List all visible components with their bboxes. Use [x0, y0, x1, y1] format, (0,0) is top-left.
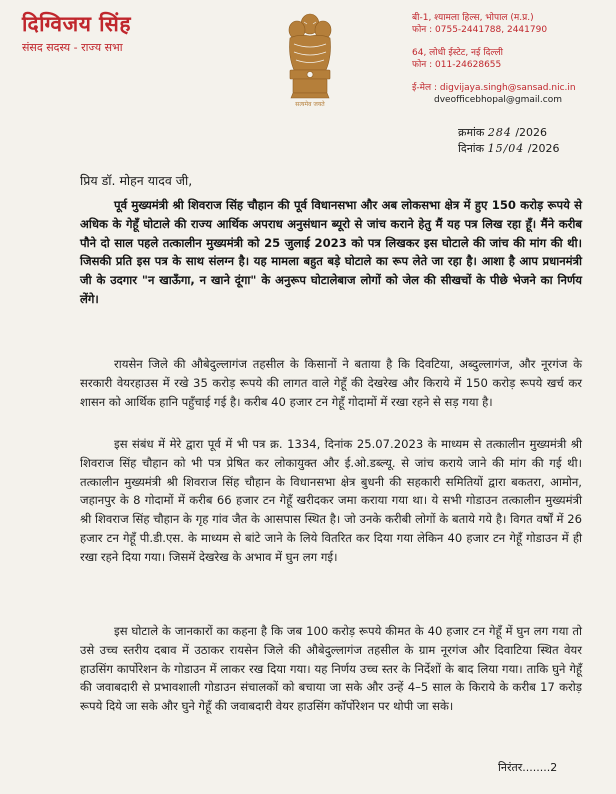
bhopal-phone: फोन : 0755-2441788, 2441790	[412, 25, 548, 35]
paragraph-3: इस संबंध में मेरे द्वारा पूर्व में भी पत्र क्र. 1334, दिनांक 25.07.2023 के माध्यम से तत्कालीन मुख्यमंत्री श्री शिवराज सिंह चौहान को भी पत्र प्रेषित कर लोकायुक्त और ई.ओ.डब्ल्यू. से जांच कराये जाने की मांग की गई थी। तत्कालीन मुख्यमंत्री श्री शिवराज सिंह चौहान के विधानसभा क्षेत्र बुधनी की सहकारी समितियों द्वारा बकतरा, आमोन, जहानपुर के 8 गोदामों में करीब 66 हजार टन गेहूँ खरीदकर जमा कराया गया था। ये सभी गोडाउन तत्कालीन मुख्यमंत्री श्री शिवराज सिंह चौहान के गृह गांव जैत के आसपास स्थित है। जो उनके करीबी लोगों के बताये गये है। विगत वर्षों में 26 हजार टन गेहूँ पी.डी.एस. के माध्यम से बांटे जाने के लिये वितरित कर दिया गया लेकिन 40 हजार टन गेहूँ गोडाउन में ही रखा रहने दिया गया। जिसमें देखरेख के अभाव में घुन लग गई।	[80, 437, 582, 564]
national-emblem-icon	[282, 8, 338, 112]
sender-designation: संसद सदस्य - राज्य सभा	[22, 41, 123, 54]
delhi-address: 64, लोधी ईस्टेट, नई दिल्ली	[412, 48, 503, 58]
email-secondary: dveofficebhopal@gmail.com	[434, 95, 562, 105]
reference-date-year: /2026	[527, 142, 560, 155]
letterhead-contact	[412, 12, 612, 106]
emblem-caption: सत्यमेव जयते	[295, 101, 325, 108]
reference-number-year: /2026	[515, 126, 548, 139]
sender-name: दिग्विजय सिंह	[22, 12, 131, 36]
reference-block	[458, 125, 560, 157]
continued-note: निरंतर........2	[498, 761, 558, 774]
reference-date	[458, 141, 560, 157]
reference-number-label: क्रमांक	[458, 126, 485, 139]
paragraph-2: रायसेन जिले की औबेदुल्लागंज तहसील के किसानों ने बताया है कि दिवटिया, अब्दुल्लागंज, और नूरगंज के सरकारी वेयरहाउस में रखे 35 करोड़ रूपये की लागत वाले गेहूँ की देखरेख और किराये में 150 करोड़ रूपये खर्च कर शासन को आर्थिक हानि पहुँचाई गई है। करीब 40 हजार टन गेहूँ गोदामों में रखा रहने से सड़ गया है।	[80, 357, 582, 409]
reference-number	[458, 125, 560, 141]
delhi-phone: फोन : 011-24628655	[412, 60, 502, 70]
salutation: प्रिय डॉ. मोहन यादव जी,	[80, 173, 193, 188]
paragraph-4: इस घोटाले के जानकारों का कहना है कि जब 100 करोड़ रूपये कीमत के 40 हजार टन गेहूँ में घुन लग गया तो उसे उच्च स्तरीय दबाव में उठाकर रायसेन जिले की औबेदुल्लागंज तहसील के ग्राम नूरगंज और दिवाटिया स्थित वेयर हाउसिंग कार्पोरेशन के गोडाउन में लाकर रख दिया गया। यह निर्णय उच्च स्तर के निर्देशों के बाद लिया गया। ताकि घुने गेहूँ की जवाबदारी से प्रभावशाली गोडाउन संचालकों को बचाया जा सके और उन्हें 4–5 साल के किराये के करीब 17 करोड़ रूपये दिये जा सके और घुने गेहूँ की जवाबदारी वेयर हाउसिंग कॉर्पोरेशन पर थोपी जा सके।	[80, 624, 582, 714]
reference-date-label: दिनांक	[458, 142, 485, 155]
bhopal-address: बी-1, श्यामला हिल्स, भोपाल (म.प्र.)	[412, 13, 534, 23]
reference-number-value: 284	[487, 126, 512, 139]
reference-date-value: 15/04	[487, 142, 525, 155]
email-primary: ई-मेल : digvijaya.singh@sansad.nic.in	[412, 83, 576, 93]
paragraph-1: पूर्व मुख्यमंत्री श्री शिवराज सिंह चौहान की पूर्व विधानसभा और अब लोकसभा क्षेत्र में हुए 150 करोड़ रूपये से अधिक के गेहूँ घोटाले की राज्य आर्थिक अपराध अनुसंधान ब्यूरो से जांच कराने हेतु मैं यह पत्र लिख रहा हूँ। मैंने करीब पौने दो साल पहले तत्कालीन मुख्यमंत्री को 25 जुलाई 2023 को पत्र लिखकर इस घोटाले की जांच की मांग की थी। जिसकी प्रति इस पत्र के साथ संलग्न है। यह मामला बहुत बड़े घोटाले का रूप लेते जा रहा है। आशा है आप प्रधानमंत्री जी के उदगार "न खाऊँगा, न खाने दूंगा" के अनुरूप घोटालेबाज लोगों को जेल की सीखचों के पीछे भेजने का निर्णय लेंगे।	[80, 198, 582, 306]
